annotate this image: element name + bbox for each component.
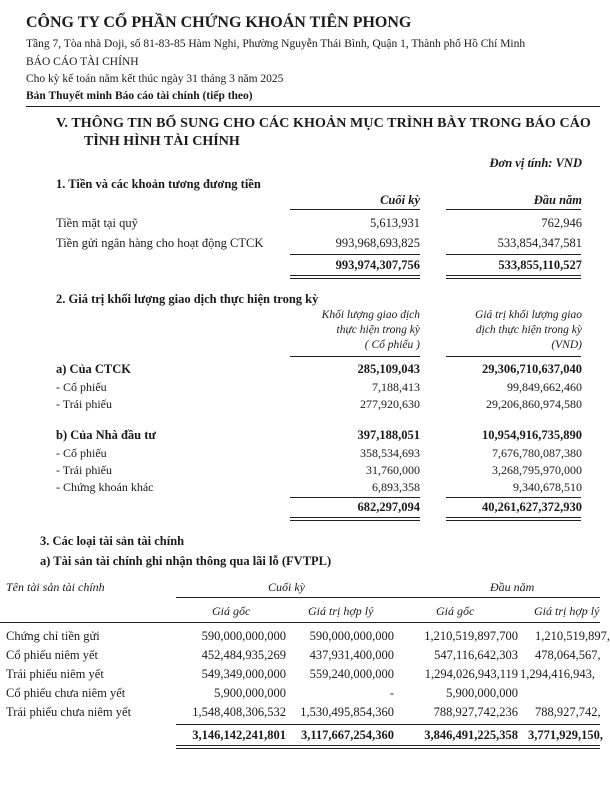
cash-total-start: 533,855,110,527: [498, 258, 582, 272]
company-address: Tầng 7, Tòa nhà Doji, số 81-83-85 Hàm Nghi, Phường Nguyễn Thái Bình, Quận 1, Thành phố Hồ Chí Minh: [26, 38, 526, 50]
unit-label: Đơn vị tính: VND: [489, 156, 582, 170]
trading-group-label: a) Của CTCK: [56, 362, 132, 376]
asset-row-cost-start: 788,927,742,236: [433, 705, 518, 719]
section-title: V. THÔNG TIN BỔ SUNG CHO CÁC KHOẢN MỤC TRÌNH BÀY TRONG BÁO CÁO: [56, 116, 591, 131]
asset-total-cost-end: 3,146,142,241,801: [192, 728, 286, 742]
trading-item-label: - Trái phiếu: [56, 463, 113, 477]
company-name: CÔNG TY CỔ PHẦN CHỨNG KHOÁN TIÊN PHONG: [26, 14, 412, 31]
cash-col-start: Đầu năm: [533, 193, 582, 207]
asset-row-cost-start: 1,210,519,897,700: [424, 629, 518, 643]
asset-row-label: Cổ phiếu niêm yết: [6, 648, 98, 662]
trading-item-val: 7,676,780,087,380: [492, 446, 582, 460]
trading-total-line: [290, 497, 420, 498]
assets-col-end: Cuối kỳ: [268, 580, 305, 594]
cash-heading: 1. Tiền và các khoản tương đương tiền: [56, 177, 261, 191]
cash-row-label: Tiền mặt tại quỹ: [56, 216, 138, 230]
trading-heading: 2. Giá trị khối lượng giao dịch thực hiện trong kỳ: [56, 292, 319, 306]
assets-sub-fair: Giá trị hợp lý: [308, 604, 374, 618]
asset-row-cost-start: 5,900,000,000: [446, 686, 518, 700]
cash-double-line-2: [446, 275, 581, 279]
asset-row-fair-end: 559,240,000,000: [309, 667, 394, 681]
asset-total-cost-start: 3,846,491,225,358: [424, 728, 518, 742]
cash-row-end: 5,613,931: [370, 216, 420, 230]
cash-row-start: 533,854,347,581: [497, 236, 582, 250]
asset-row-fair-start: 1,294,416,943,: [520, 667, 595, 681]
asset-row-label: Cổ phiếu chưa niêm yết: [6, 686, 126, 700]
asset-row-fair-start: 1,210,519,897,: [535, 629, 610, 643]
cash-total-end: 993,974,307,756: [335, 258, 420, 272]
header-divider: [26, 106, 600, 107]
asset-row-cost-start: 1,294,026,943,119: [424, 667, 518, 681]
assets-group-line: [176, 597, 600, 598]
asset-row-fair-end: -: [389, 686, 394, 700]
asset-row-fair-end: 437,931,400,000: [309, 648, 394, 662]
asset-total-fair-start: 3,771,929,150,: [528, 728, 603, 742]
cash-header-line: [290, 209, 420, 210]
cash-total-line-2: [446, 254, 581, 255]
trading-col2-header: Giá trị khối lượng giao dịch thực hiện trong kỳ (VND): [475, 309, 582, 351]
trading-total-val: 40,261,627,372,930: [482, 500, 582, 514]
cash-col-end: Cuối kỳ: [380, 193, 420, 207]
assets-header-line: [0, 622, 600, 623]
asset-row-cost-start: 547,116,642,303: [434, 648, 518, 662]
report-period: Cho kỳ kế toán năm kết thúc ngày 31 tháng 3 năm 2025: [26, 73, 284, 85]
trading-group-val: 10,954,916,735,890: [482, 428, 582, 442]
trading-group-qty: 285,109,043: [357, 362, 420, 376]
trading-item-label: - Cổ phiếu: [56, 380, 107, 394]
asset-row-cost-end: 1,548,408,306,532: [192, 705, 286, 719]
trading-item-val: 9,340,678,510: [513, 480, 582, 494]
trading-item-qty: 31,760,000: [366, 463, 420, 477]
asset-row-label: Trái phiếu chưa niêm yết: [6, 705, 132, 719]
assets-subheading: a) Tài sản tài chính ghi nhận thông qua lãi lỗ (FVTPL): [40, 554, 332, 568]
trading-total-qty: 682,297,094: [357, 500, 420, 514]
assets-sub-cost-2: Giá gốc: [436, 604, 475, 618]
asset-row-fair-end: 590,000,000,000: [309, 629, 394, 643]
trading-group-label: b) Của Nhà đầu tư: [56, 428, 156, 442]
trading-item-val: 29,206,860,974,580: [486, 397, 582, 411]
trading-double-line: [290, 517, 420, 521]
trading-item-label: - Chứng khoán khác: [56, 480, 154, 494]
asset-row-cost-end: 549,349,000,000: [201, 667, 286, 681]
assets-total-line: [176, 724, 600, 725]
assets-col-name: Tên tài sản tài chính: [6, 580, 105, 594]
trading-item-qty: 277,920,630: [360, 397, 420, 411]
trading-header-line-2: [446, 356, 581, 357]
report-title: BÁO CÁO TÀI CHÍNH: [26, 56, 139, 68]
trading-double-line-2: [446, 517, 581, 521]
cash-row-end: 993,968,693,825: [335, 236, 420, 250]
trading-group-qty: 397,188,051: [357, 428, 420, 442]
asset-row-cost-end: 452,484,935,269: [201, 648, 286, 662]
trading-item-val: 99,849,662,460: [507, 380, 582, 394]
trading-item-label: - Trái phiếu: [56, 397, 113, 411]
asset-row-fair-start: 478,064,567,: [535, 648, 601, 662]
trading-col1-header: Khối lượng giao dịch thực hiện trong kỳ ( Cổ phiếu ): [321, 309, 420, 351]
asset-row-label: Chứng chỉ tiền gửi: [6, 629, 100, 643]
cash-row-label: Tiền gửi ngân hàng cho hoạt động CTCK: [56, 236, 264, 250]
asset-row-fair-start: 788,927,742,: [535, 705, 601, 719]
assets-sub-fair-2: Giá trị hợp lý: [534, 604, 600, 618]
trading-item-qty: 6,893,358: [372, 480, 420, 494]
cash-row-start: 762,946: [541, 216, 582, 230]
cash-header-line-2: [446, 209, 581, 210]
assets-heading: 3. Các loại tài sản tài chính: [40, 534, 185, 548]
cash-double-line: [290, 275, 420, 279]
asset-total-fair-end: 3,117,667,254,360: [300, 728, 394, 742]
assets-sub-cost: Giá gốc: [212, 604, 251, 618]
trading-item-val: 3,268,795,970,000: [492, 463, 582, 477]
trading-header-line: [290, 356, 420, 357]
asset-row-cost-end: 5,900,000,000: [214, 686, 286, 700]
trading-item-qty: 358,534,693: [360, 446, 420, 460]
asset-row-fair-end: 1,530,495,854,360: [300, 705, 394, 719]
trading-group-val: 29,306,710,637,040: [482, 362, 582, 376]
asset-row-label: Trái phiếu niêm yết: [6, 667, 104, 681]
notes-title: Bản Thuyết minh Báo cáo tài chính (tiếp theo): [26, 90, 253, 102]
trading-total-line-2: [446, 497, 581, 498]
assets-col-start: Đầu năm: [490, 580, 535, 594]
assets-double-line: [176, 745, 600, 749]
section-title-2: TÌNH HÌNH TÀI CHÍNH: [84, 134, 240, 149]
trading-item-label: - Cổ phiếu: [56, 446, 107, 460]
trading-item-qty: 7,188,413: [372, 380, 420, 394]
cash-total-line: [290, 254, 420, 255]
asset-row-cost-end: 590,000,000,000: [201, 629, 286, 643]
